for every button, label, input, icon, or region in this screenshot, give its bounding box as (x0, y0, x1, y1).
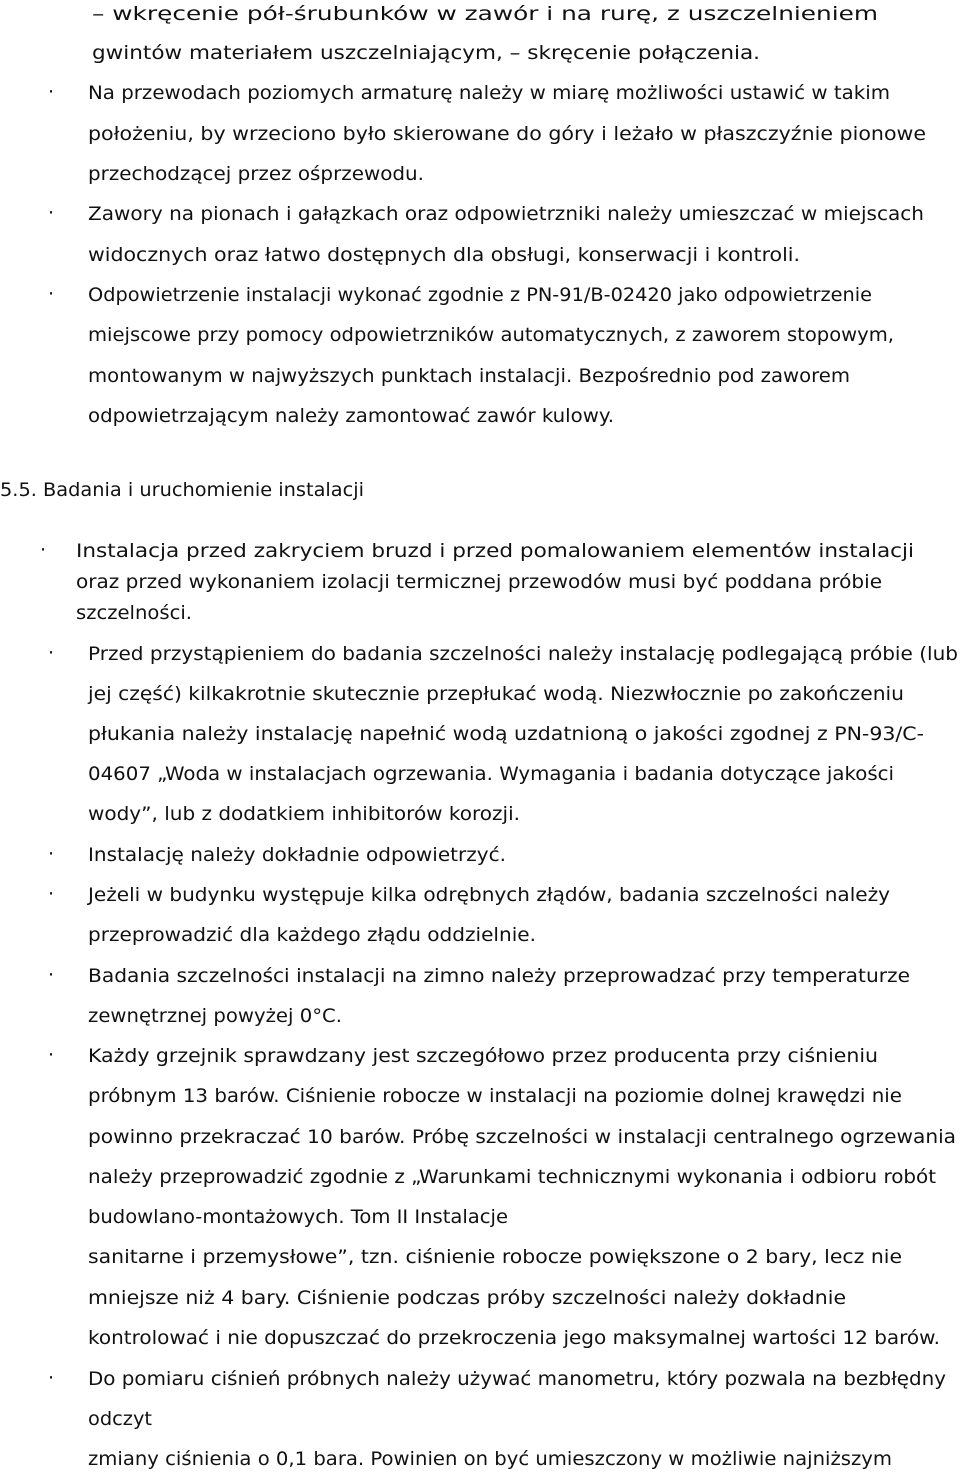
text-line: Przed przystąpieniem do badania szczelności należy instalację podlegającą próbie (lub (88, 643, 958, 665)
text-line: przechodzącej przez ośprzewodu. (88, 163, 425, 185)
text-line: Każdy grzejnik sprawdzany jest szczegółowo przez producenta przy ciśnieniu (88, 1045, 878, 1067)
text-line: zewnętrznej powyżej 0°C. (88, 1005, 343, 1027)
text-line: Badania szczelności instalacji na zimno należy przeprowadzać przy temperaturze (88, 965, 911, 987)
bullet-marker: · (48, 843, 55, 865)
text-line: zmiany ciśnienia o 0,1 bara. Powinien on być umieszczony w możliwie najniższym (88, 1448, 893, 1470)
text-line: należy przeprowadzić zgodnie z „Warunkami technicznymi wykonania i odbioru robót (88, 1166, 937, 1188)
text-line: jej część) kilkakrotnie skutecznie przepłukać wodą. Niezwłocznie po zakończeniu (88, 683, 904, 705)
bullet-marker: · (48, 1044, 55, 1066)
bullet-marker: · (48, 283, 55, 305)
text-line: odpowietrzającym należy zamontować zawór kulowy. (88, 405, 615, 427)
text-line: położeniu, by wrzeciono było skierowane do góry i leżało w płaszczyźnie pionowe (88, 123, 927, 145)
text-line: sanitarne i przemysłowe”, tzn. ciśnienie robocze powiększone o 2 bary, lecz nie (88, 1246, 903, 1268)
text-line: widocznych oraz łatwo dostępnych dla obsługi, konserwacji i kontroli. (88, 244, 801, 266)
bullet-marker: · (48, 964, 55, 986)
text-line: próbnym 13 barów. Ciśnienie robocze w instalacji na poziomie dolnej krawędzi nie (88, 1085, 902, 1107)
bullet-marker: · (40, 539, 47, 561)
text-line: kontrolować i nie dopuszczać do przekroczenia jego maksymalnej wartości 12 barów. (88, 1327, 941, 1349)
text-line: przeprowadzić dla każdego złądu oddzielnie. (88, 924, 536, 946)
bullet-marker: · (48, 202, 55, 224)
text-line: budowlano-montażowych. Tom II Instalacje (88, 1206, 509, 1228)
text-line: odczyt (88, 1408, 152, 1430)
text-line: miejscowe przy pomocy odpowietrzników automatycznych, z zaworem stopowym, (88, 324, 895, 346)
text-line: oraz przed wykonaniem izolacji termicznej przewodów musi być poddana próbie (76, 571, 883, 593)
text-line: – wkręcenie pół-śrubunków w zawór i na rurę, z uszczelnieniem (92, 3, 879, 25)
text-line: Na przewodach poziomych armaturę należy w miarę możliwości ustawić w takim (88, 82, 890, 104)
bullet-marker: · (48, 883, 55, 905)
text-line: Instalacja przed zakryciem bruzd i przed pomalowaniem elementów instalacji (76, 540, 914, 562)
text-line: szczelności. (76, 602, 193, 624)
text-line: wody”, lub z dodatkiem inhibitorów korozji. (88, 803, 521, 825)
text-line: 04607 „Woda w instalacjach ogrzewania. Wymagania i badania dotyczące jakości (88, 763, 895, 785)
text-line: Odpowietrzenie instalacji wykonać zgodnie z PN-91/B-02420 jako odpowietrzenie (88, 284, 873, 306)
bullet-marker: · (48, 81, 55, 103)
text-line: mniejsze niż 4 bary. Ciśnienie podczas próby szczelności należy dokładnie (88, 1287, 847, 1309)
text-line: powinno przekraczać 10 barów. Próbę szczelności w instalacji centralnego ogrzewania (88, 1126, 957, 1148)
text-line: gwintów materiałem uszczelniającym, – skręcenie połączenia. (92, 42, 760, 64)
text-line: Zawory na pionach i gałązkach oraz odpowietrzniki należy umieszczać w miejscach (88, 203, 924, 225)
section-heading: 5.5. Badania i uruchomienie instalacji (0, 479, 365, 501)
bullet-marker: · (48, 1367, 55, 1389)
text-line: montowanym w najwyższych punktach instalacji. Bezpośrednio pod zaworem (88, 365, 851, 387)
bullet-marker: · (48, 642, 55, 664)
text-line: Do pomiaru ciśnień próbnych należy używać manometru, który pozwala na bezbłędny (88, 1368, 947, 1390)
text-line: Jeżeli w budynku występuje kilka odrębnych złądów, badania szczelności należy (88, 884, 890, 906)
text-line: Instalację należy dokładnie odpowietrzyć. (88, 844, 506, 866)
text-line: płukania należy instalację napełnić wodą uzdatnioną o jakości zgodnej z PN-93/C- (88, 723, 925, 745)
